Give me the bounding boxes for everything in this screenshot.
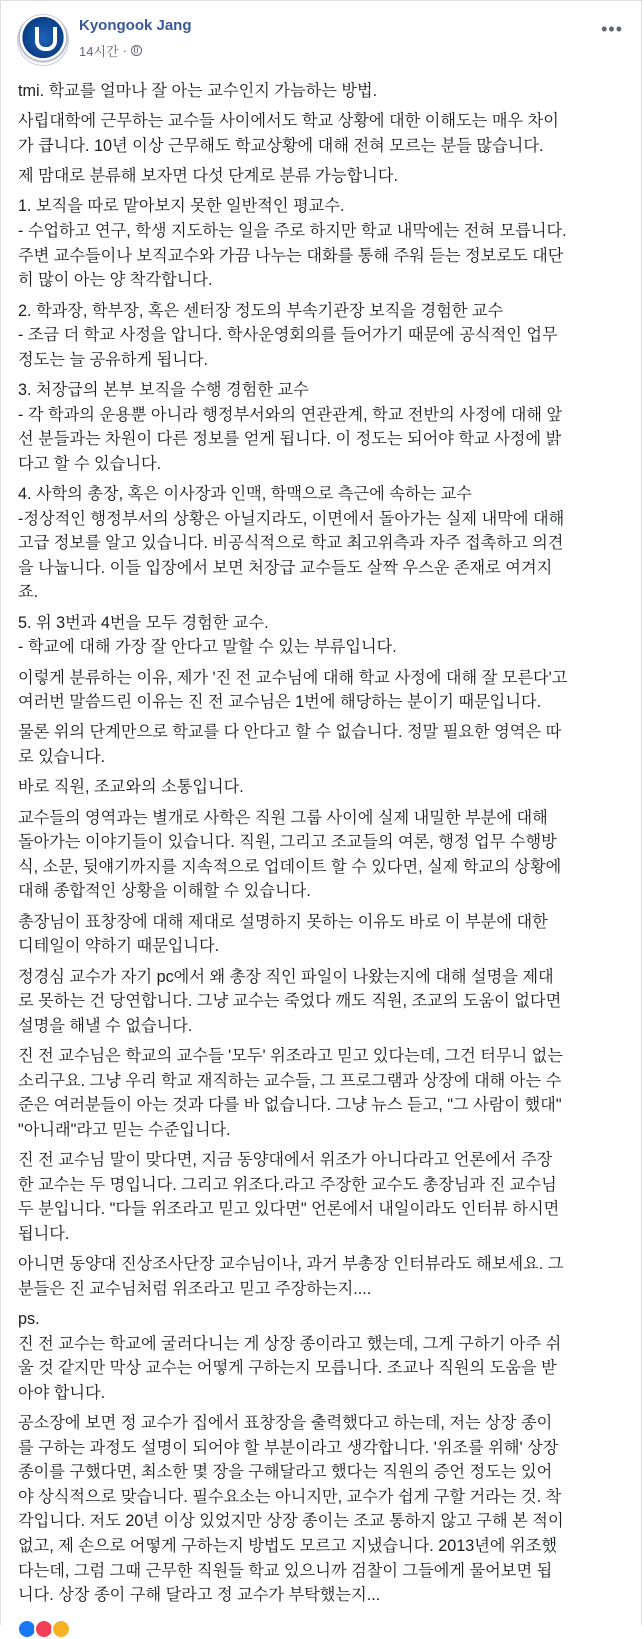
post-text-line: 2. 학과장, 학부장, 혹은 센터장 정도의 부속기관장 보직을 경험한 교수	[18, 301, 504, 320]
post-text-line: 아니면 동양대 진상조사단장 교수님이나, 과거 부총장 인터뷰라도 해보세요. 그	[18, 1255, 564, 1274]
post-text-line: 소리구요. 그냥 우리 학교 재직하는 교수들, 그 프로그램과 상장에 대해 아는 수	[18, 1071, 562, 1090]
post-paragraph	[18, 1044, 633, 1142]
post-text-line: 교수들의 영역과는 별개로 사학은 직원 그룹 사이에 실제 내밀한 부분에 대해	[18, 808, 548, 827]
post-text-line: 울 것 같지만 막상 교수는 어떻게 구하는지 모릅니다. 조교나 직원의 도움을 받	[18, 1359, 557, 1378]
post-text-line: 바로 직원, 조교와의 소통입니다.	[18, 778, 244, 797]
post-text-line: - 수업하고 연구, 학생 지도하는 일을 주로 하지만 학교 내막에는 전혀 모릅니다.	[18, 222, 567, 241]
post-paragraph	[18, 910, 633, 959]
post-text-line: 진 전 교수는 학교에 굴러다니는 게 상장 종이라고 했는데, 그게 구하기 아주 쉬	[18, 1334, 562, 1353]
post-paragraph	[18, 164, 633, 189]
post-paragraph	[18, 965, 633, 1039]
post-meta	[79, 41, 142, 60]
post-text-line: 사립대학에 근무하는 교수들 사이에서도 학교 상황에 대한 이해도는 매우 차이	[18, 112, 559, 131]
post-text-line: 니다. 상장 종이 구해 달라고 정 교수가 부탁했는지...	[18, 1586, 381, 1605]
post-paragraph	[18, 482, 633, 605]
post-time[interactable]: 14시간	[79, 44, 119, 59]
post-paragraph	[18, 775, 633, 800]
post-text-line: -정상적인 행정부서의 상황은 아닐지라도, 이면에서 돌아가는 실제 내막에 대해	[18, 509, 565, 528]
post-text-line: 이렇게 분류하는 이유, 제가 '진 전 교수님에 대해 학교 사정에 대해 잘 모른다'고	[18, 668, 568, 687]
post-text-line: 디테일이 약하기 때문입니다.	[18, 937, 220, 956]
post-text-line: 야 상식적으로 맞습니다. 필수요소는 아니지만, 교수가 쉽게 구할 거라는 것. 착	[18, 1487, 562, 1506]
post-text-line: - 학교에 대해 가장 잘 안다고 말할 수 있는 부류입니다.	[18, 638, 397, 657]
post-text-line: 여러번 말씀드린 이유는 진 전 교수님은 1번에 해당하는 분이기 때문입니다.	[18, 693, 542, 712]
post-text-line: 대해 종합적인 상황을 이해할 수 있습니다.	[18, 882, 311, 901]
post-paragraph	[18, 720, 633, 769]
post-text-line: 고급 정보를 알고 있습니다. 비공식적으로 학교 최고위측과 자주 접촉하고 의견	[18, 534, 564, 553]
post-text-line: 을 나눕니다. 이들 입장에서 보면 처장급 교수들도 살짝 우스운 존재로 여겨지	[18, 558, 553, 577]
post-text-line: 준은 여러분들이 아는 것과 다를 바 없습니다. 그냥 뉴스 듣고, "그 사람이 했대"	[18, 1096, 562, 1115]
university-logo-icon	[35, 27, 57, 51]
post-text-line: 정도는 늘 공유하게 됩니다.	[18, 350, 208, 369]
post-text-line: 주변 교수들이나 보직교수와 가끔 나누는 대화를 통해 주워 듣는 정보로도 대단	[18, 246, 564, 265]
post-text-line: 1. 보직을 따로 맡아보지 못한 일반적인 평교수.	[18, 197, 345, 216]
author-name[interactable]: Kyongook Jang	[79, 17, 192, 34]
post-text-line: - 조금 더 학교 사정을 압니다. 학사운영회의를 들어가기 때문에 공식적인 업무	[18, 326, 558, 345]
post-text-line: 됩니다.	[18, 1224, 70, 1243]
post-text-line: 진 전 교수님 말이 맞다면, 지금 동양대에서 위조가 아니다라고 언론에서 주장	[18, 1151, 553, 1170]
post-text-line: 한 교수는 두 명입니다. 그리고 위조다.라고 주장한 교수도 총장님과 진 교수님	[18, 1175, 557, 1194]
post-text-line: 다는데, 그럼 그때 근무한 직원들 학교 있으니까 검찰이 그들에게 물어보면 됩	[18, 1561, 553, 1580]
post-text-line: 제 맘대로 분류해 보자면 다섯 단계로 분류 가능합니다.	[18, 167, 398, 186]
post-paragraph	[18, 1307, 633, 1405]
post-text-line: "아니래"라고 믿는 수준입니다.	[18, 1120, 231, 1139]
post-text-line: 종이를 구했다면, 최소한 몇 장을 구해달라고 했다는 직원의 증언 정도는 있어	[18, 1463, 553, 1482]
post-text-line: 4. 사학의 총장, 혹은 이사장과 인맥, 학맥으로 측근에 속하는 교수	[18, 485, 472, 504]
post-text-line: tmi. 학교를 얼마나 잘 아는 교수인지 가늠하는 방법.	[18, 82, 378, 100]
post-paragraph	[18, 611, 633, 660]
meta-separator: ·	[122, 43, 127, 58]
post-text-line: 공소장에 보면 정 교수가 집에서 표창장을 출력했다고 하는데, 저는 상장 종이	[18, 1414, 553, 1433]
post-text-line: 히 많이 아는 양 착각합니다.	[18, 271, 213, 290]
globe-icon[interactable]	[131, 45, 142, 56]
post-text-line: 식, 소문, 뒷얘기까지를 지속적으로 업데이트 할 수 있다면, 실제 학교의 상황에	[18, 857, 562, 876]
reactions-summary[interactable]	[17, 1619, 68, 1639]
post-text-line: 두 분입니다. "다들 위조라고 믿고 있다면" 언론에서 내일이라도 인터뷰 하시면	[18, 1200, 560, 1219]
post-text-line: 진 전 교수님은 학교의 교수들 '모두' 위조라고 믿고 있다는데, 그건 터무니 없는	[18, 1047, 563, 1065]
post-paragraph	[18, 109, 633, 158]
post-text-line: ps.	[18, 1310, 40, 1328]
post-paragraph	[18, 1252, 633, 1301]
post-text-line: 5. 위 3번과 4번을 모두 경험한 교수.	[18, 613, 269, 632]
post-text-line: 분들은 진 교수님처럼 위조라고 믿고 주장하는지....	[18, 1279, 372, 1298]
author-avatar[interactable]	[17, 14, 69, 66]
post-text-line: - 각 학과의 운용뿐 아니라 행정부서와의 연관관계, 학교 전반의 사정에 대해 앞	[18, 405, 563, 424]
post-text-line: 를 구하는 과정도 설명이 되어야 할 부분이라고 생각합니다. '위조를 위해' 상장	[18, 1438, 559, 1457]
post-text-line: 로 있습니다.	[18, 748, 106, 767]
post-text-line: 설명을 해낼 수 없습니다.	[18, 1016, 193, 1035]
post-paragraph	[18, 666, 633, 715]
post-text-line: 다고 할 수 있습니다.	[18, 454, 162, 473]
more-options-button[interactable]: •••	[601, 19, 623, 39]
post-text-line: 총장님이 표창장에 대해 제대로 설명하지 못하는 이유도 바로 이 부분에 대한	[18, 912, 548, 931]
haha-reaction-icon	[51, 1619, 71, 1639]
post-body	[18, 79, 633, 1614]
post-paragraph	[18, 378, 633, 476]
post-text-line: 각입니다. 저도 20년 이상 있었지만 상장 종이는 조교 통하지 않고 구해 본 적이	[18, 1512, 564, 1531]
post-paragraph	[18, 79, 633, 104]
post-text-line: 죠.	[18, 583, 39, 602]
post-text-line: 로 못하는 건 당연합니다. 그냥 교수는 죽었다 깨도 직원, 조교의 도움이 없다면	[18, 992, 562, 1011]
post-text-line: 정경심 교수가 자기 pc에서 왜 총장 직인 파일이 나왔는지에 대해 설명을 제대	[18, 967, 554, 986]
post-paragraph	[18, 806, 633, 904]
post-text-line: 아야 합니다.	[18, 1383, 106, 1402]
post-text-line: 물론 위의 단계만으로 학교를 다 안다고 할 수 없습니다. 정말 필요한 영역은 따	[18, 723, 562, 742]
post-text-line: 없고, 제 손으로 어떻게 구하는지 방법도 모르고 지냈습니다. 2013년에 위조했	[18, 1537, 557, 1556]
post-text-line: 선 분들과는 차원이 다른 정보를 얻게 됩니다. 이 정도는 되어야 학교 사정에 밝	[18, 430, 562, 449]
post-paragraph	[18, 1411, 633, 1608]
post-text-line: 3. 처장급의 본부 보직을 수행 경험한 교수	[18, 380, 309, 399]
post-paragraph	[18, 1148, 633, 1246]
post-paragraph	[18, 299, 633, 373]
post-paragraph	[18, 194, 633, 292]
post-text-line: 돌아가는 이야기들이 있습니다. 직원, 그리고 조교들의 여론, 행정 업무 수행방	[18, 833, 557, 852]
post-text-line: 가 큽니다. 10년 이상 근무해도 학교상황에 대해 전혀 모르는 분들 많습니다.	[18, 136, 544, 155]
